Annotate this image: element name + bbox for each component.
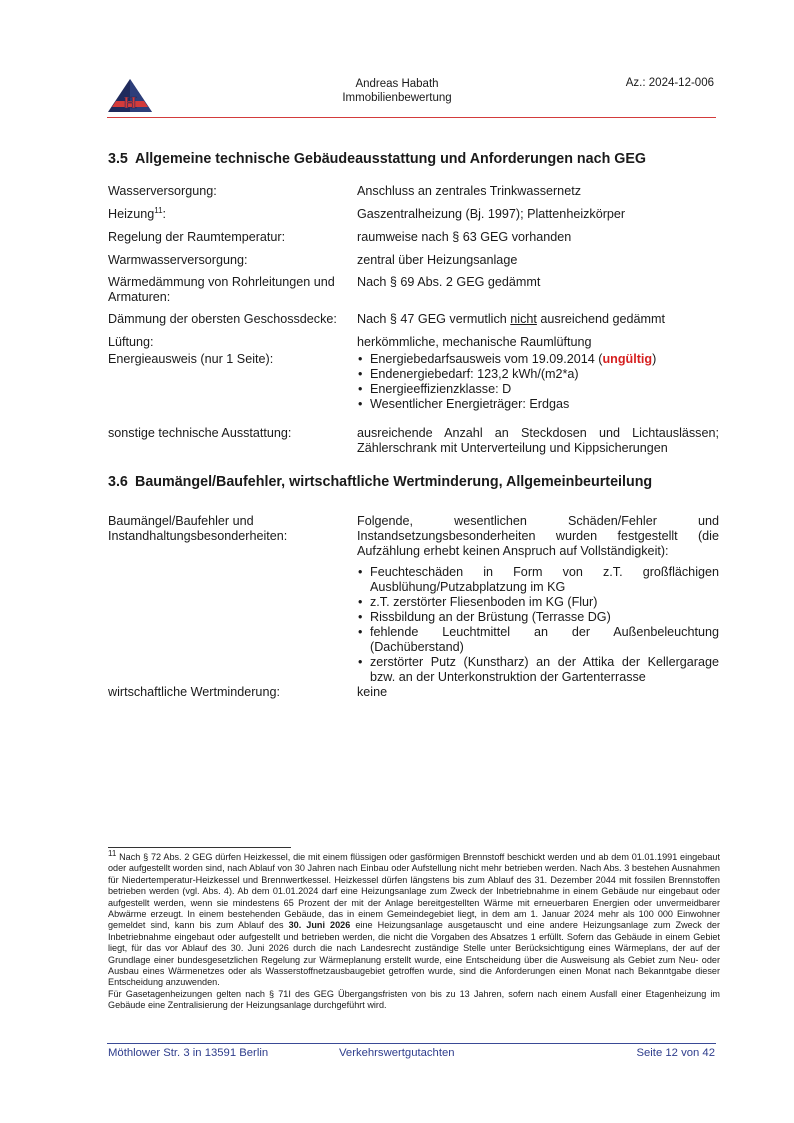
spec-label: Heizung$^{11}$:	[108, 205, 167, 221]
footnote: $^{11}$ Nach § 72 Abs. 2 GEG dürfen Heizkessel, die mit einem flüssigen oder gasförmigen Brennstoff beschickt werden und ab dem 01.01.1991 eingebaut oder aufgestellt worden sind, nach Ablauf von 30 Jahren nach Einbau oder Aufstellung nicht mehr betrieben werden. Nach Abs. 3 bestehen Ausnahmen für Niedertemperatur-Heizkessel und Brennwertkessel. Heizkessel dürfen längstens bis zum Ablauf des 31. Dezember 2044 mit fossilen Brennstoffen betrieben werden (vgl. Abs. 4). Ab dem 01.01.2024 darf eine Heizungsanlage zum Zweck der Inbetriebnahme in einem Gebäude nur eingebaut oder aufgestellt werden, wenn sie mindestens 65 Prozent der mit der Anlage bereitgestellten Wärme mit erneuerbaren Energien oder unvermeidbarer Abwärme erzeugt. In einem bestehenden Gebäude, das in einem Gemeindegebiet liegt, in dem am 1. Januar 2024 mehr als 100 000 Einwohner gemeldet sind, kann bis zum Ablauf des 30. Juni 2026 eine Heizungsanlage ausgetauscht und eine andere Heizungsanlage zum Zweck der Inbetriebnahme eingebaut oder aufgestellt und betrieben werden, die nicht die Vorgaben des Absatzes 1 erfüllt. Sofern das Gebäude in einem Gebiet liegt, für das vor Ablauf des 30. Juni 2026 durch die nach Landesrecht zuständige Stelle unter Berücksichtigung eines Wärmeplans, der auf der Grundlage einer bundesgesetzlichen Regelung zur Wärmeplanung erstellt wurde, eine Entscheidung über die Ausweisung als Gebiet zum Neu- oder Ausbau eines Wärmenetzes oder als Wasserstoffnetzausbaugebiet getroffen wurde, sind die Anforderungen einen Monat nach Bekanntgabe dieser Entscheidung anzuwenden. Für Gasetagenheizungen gelten nach § 71I des GEG Übergangsfristen von bis zu 13 Jahren, sofern nach einem Ausfall einer Etagenheizung im Gebäude eine Zentralisierung der Heizungsanlage durchgeführt wird.	[108, 848, 720, 1011]
energy-certificate-list	[357, 352, 719, 412]
list-item: • Energieeffizienzklasse: D	[357, 382, 719, 397]
footer-document-type: Verkehrswertgutachten	[339, 1047, 455, 1059]
spec-value: ausreichende Anzahl an Steckdosen und Lichtauslässen; Zählerschrank mit Unterverteilung und Kippsicherungen	[357, 426, 719, 455]
spec-value: raumweise nach § 63 GEG vorhanden	[357, 230, 572, 244]
spec-label: Wasserversorgung:	[108, 184, 217, 198]
list-item: • zerstörter Putz (Kunstharz) an der Attika der Kellergarage bzw. an der Unterkonstruktion der Gartenterrasse	[357, 655, 719, 685]
header-center	[300, 77, 494, 105]
list-item: • Feuchteschäden in Form von z.T. großflächigen Ausblühung/Putzabplatzung im KG	[357, 565, 719, 595]
section-heading-3-5	[108, 151, 646, 167]
list-item: • z.T. zerstörter Fliesenboden im KG (Flur)	[357, 595, 719, 610]
logo-letter: H	[123, 93, 137, 112]
spec-label: Warmwasserversorgung:	[108, 253, 248, 267]
footnote-divider	[108, 847, 291, 848]
list-item: • Wesentlicher Energieträger: Erdgas	[357, 397, 719, 412]
spec-label: wirtschaftliche Wertminderung:	[108, 685, 280, 699]
footer-address: Möthlower Str. 3 in 13591 Berlin	[108, 1047, 269, 1059]
list-item: • fehlende Leuchtmittel an der Außenbeleuchtung (Dachüberstand)	[357, 625, 719, 655]
list-item: • Endenergiebedarf: 123,2 kWh/(m2*a)	[357, 367, 719, 382]
spec-label: Wärmedämmung von Rohrleitungen und Armaturen:	[108, 275, 335, 304]
spec-value: zentral über Heizungsanlage	[357, 253, 518, 267]
author-subtitle: Immobilienbewertung	[342, 92, 452, 104]
section-number: 3.5	[108, 151, 128, 167]
list-item: • Energiebedarfsausweis vom 19.09.2014 (ungültig)	[357, 352, 719, 367]
spec-label: Baumängel/Baufehler und Instandhaltungsbesonderheiten:	[108, 514, 288, 543]
section-title: Baumängel/Baufehler, wirtschaftliche Wertminderung, Allgemeinbeurteilung	[135, 474, 653, 490]
spec-label: Regelung der Raumtemperatur:	[108, 230, 286, 244]
defects-list	[357, 565, 719, 685]
spec-value: Anschluss an zentrales Trinkwassernetz	[357, 184, 581, 198]
section-title: Allgemeine technische Gebäudeausstattung und Anforderungen nach GEG	[135, 151, 647, 167]
footnote-marker: 11	[108, 848, 117, 858]
invalid-label: ungültig	[602, 352, 653, 366]
spec-label: Lüftung:	[108, 335, 154, 349]
header-divider	[107, 117, 716, 118]
spec-value: Nach § 69 Abs. 2 GEG gedämmt	[357, 275, 541, 289]
spec-label: Dämmung der obersten Geschossdecke:	[108, 312, 337, 326]
footnote-ref[interactable]: 11	[154, 205, 163, 215]
footnote-addendum: Für Gasetagenheizungen gelten nach § 71I des GEG Übergangsfristen von bis zu 13 Jahren, sofern nach einem Ausfall einer Etagenheizung im Gebäude eine Zentralisierung der Heizungsanlage durchgeführt wird.	[108, 988, 720, 1011]
spec-value: Gaszentralheizung (Bj. 1997); Plattenheizkörper	[357, 207, 626, 221]
spec-label: sonstige technische Ausstattung:	[108, 426, 292, 440]
footer-divider	[107, 1043, 716, 1044]
section-number: 3.6	[108, 474, 128, 490]
company-logo	[107, 77, 153, 113]
spec-label: Energieausweis (nur 1 Seite):	[108, 352, 274, 366]
spec-value: Nach § 47 GEG vermutlich nicht ausreichend gedämmt	[357, 312, 666, 326]
spec-value: herkömmliche, mechanische Raumlüftung	[357, 335, 592, 349]
spec-value: keine	[357, 685, 388, 699]
footer-page-number: Seite 12 von 42	[636, 1047, 715, 1059]
author-name: Andreas Habath	[355, 78, 439, 90]
defects-intro: Folgende, wesentlichen Schäden/Fehler und Instandsetzungsbesonderheiten wurden festgestellt (die Aufzählung erhebt keinen Anspruch auf Vollständigkeit):	[357, 514, 719, 558]
section-heading-3-6	[108, 474, 652, 490]
reference-number: Az.: 2024-12-006	[625, 77, 714, 89]
list-item: • Rissbildung an der Brüstung (Terrasse DG)	[357, 610, 719, 625]
